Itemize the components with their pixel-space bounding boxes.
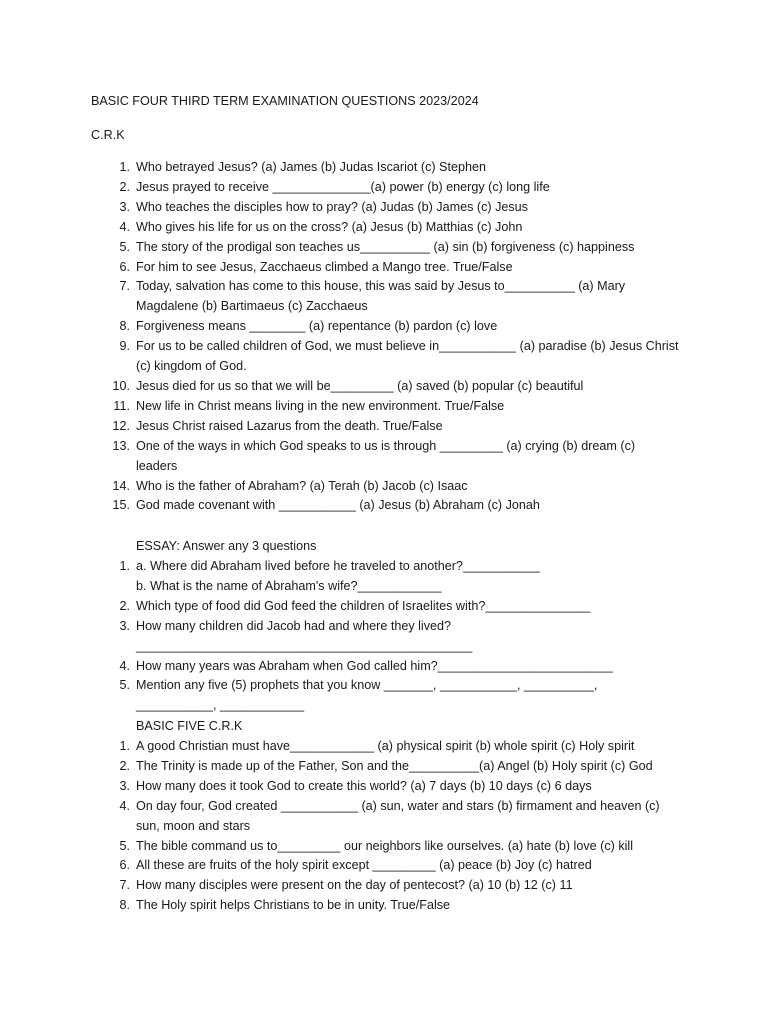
question-number: 15 .	[106, 496, 130, 516]
question-number: 4 .	[106, 657, 130, 677]
question-item	[0, 676, 768, 716]
question-item	[0, 178, 768, 198]
question-text: The Trinity is made up of the Father, Son and the__________(a) Angel (b) Holy spirit (c) God	[136, 758, 653, 773]
question-item	[0, 837, 768, 857]
question-number: 4 .	[106, 218, 130, 238]
question-text: Who teaches the disciples how to pray? (a) Judas (b) James (c) Jesus	[136, 199, 528, 214]
question-text: How many years was Abraham when God called him?_________________________	[136, 658, 613, 673]
question-text: How many children did Jacob had and where they lived?	[136, 618, 452, 633]
question-number: 5 .	[106, 676, 130, 696]
question-number: 1 .	[106, 557, 130, 577]
question-text: Who is the father of Abraham? (a) Terah (b) Jacob (c) Isaac	[136, 478, 468, 493]
question-number: 2 .	[106, 178, 130, 198]
basic-five-heading: BASIC FIVE C.R.K	[136, 719, 243, 733]
exam-title: BASIC FOUR THIRD TERM EXAMINATION QUESTIONS 2023/2024	[91, 94, 479, 108]
question-item	[0, 218, 768, 238]
question-text: Magdalene (b) Bartimaeus (c) Zacchaeus	[136, 299, 368, 314]
question-text: sun, moon and stars	[136, 818, 251, 833]
question-number: 4 .	[106, 797, 130, 817]
question-text: God made covenant with ___________ (a) Jesus (b) Abraham (c) Jonah	[136, 498, 540, 513]
question-item	[0, 477, 768, 497]
objective-questions-list	[0, 158, 768, 516]
question-number: 9 .	[106, 337, 130, 357]
question-item	[0, 737, 768, 757]
question-text: Who gives his life for us on the cross? (a) Jesus (b) Matthias (c) John	[136, 219, 523, 234]
question-text: leaders	[136, 458, 178, 473]
question-item	[0, 496, 768, 516]
question-number: 1 .	[106, 737, 130, 757]
question-text: New life in Christ means living in the new environment. True/False	[136, 398, 505, 413]
question-text: One of the ways in which God speaks to us is through _________ (a) crying (b) dream (c)	[136, 438, 636, 453]
question-number: 5 .	[106, 238, 130, 258]
question-text: ___________, ____________	[136, 698, 305, 713]
basic-five-questions-list	[0, 737, 768, 916]
question-item	[0, 597, 768, 617]
question-text: Which type of food did God feed the children of Israelites with?_______________	[136, 598, 591, 613]
question-text: A good Christian must have____________ (a) physical spirit (b) whole spirit (c) Holy spirit	[136, 739, 635, 753]
question-item	[0, 876, 768, 896]
question-number: 5 .	[106, 837, 130, 857]
question-text: (c) kingdom of God.	[136, 359, 247, 374]
question-text: a. Where did Abraham lived before he traveled to another?___________	[136, 559, 540, 573]
question-item	[0, 797, 768, 837]
question-text: The bible command us to_________ our neighbors like ourselves. (a) hate (b) love (c) kill	[136, 838, 634, 853]
question-item	[0, 337, 768, 377]
question-text: Jesus prayed to receive ______________(a) power (b) energy (c) long life	[136, 179, 550, 194]
question-number: 14 .	[106, 477, 130, 497]
question-text: Who betrayed Jesus? (a) James (b) Judas Iscariot (c) Stephen	[136, 160, 486, 174]
essay-heading: ESSAY: Answer any 3 questions	[136, 539, 317, 553]
question-item	[0, 617, 768, 657]
question-number: 1 .	[106, 158, 130, 178]
question-number: 13 .	[106, 437, 130, 457]
question-number: 3 .	[106, 198, 130, 218]
essay-questions-list	[0, 557, 768, 716]
question-item	[0, 258, 768, 278]
question-number: 10 .	[106, 377, 130, 397]
question-item	[0, 198, 768, 218]
question-text: Jesus Christ raised Lazarus from the death. True/False	[136, 418, 443, 433]
subject-label: C.R.K	[91, 128, 125, 142]
question-text: For us to be called children of God, we must believe in___________ (a) paradise (b) Jesus Christ	[136, 339, 679, 354]
question-text: How many disciples were present on the day of pentecost? (a) 10 (b) 12 (c) 11	[136, 878, 573, 893]
question-number: 7 .	[106, 277, 130, 297]
question-text: Today, salvation has come to this house, this was said by Jesus to__________ (a) Mary	[136, 279, 626, 294]
question-text: For him to see Jesus, Zacchaeus climbed a Mango tree. True/False	[136, 259, 513, 274]
question-text: ________________________________________________	[136, 638, 473, 653]
question-number: 11 .	[106, 397, 130, 417]
question-number: 2 .	[106, 757, 130, 777]
question-item	[0, 757, 768, 777]
question-item	[0, 417, 768, 437]
question-item	[0, 777, 768, 797]
question-item	[0, 317, 768, 337]
question-number: 2 .	[106, 597, 130, 617]
question-number: 12 .	[106, 417, 130, 437]
question-number: 8 .	[106, 317, 130, 337]
question-text: Forgiveness means ________ (a) repentance (b) pardon (c) love	[136, 319, 498, 334]
question-item	[0, 377, 768, 397]
question-number: 3 .	[106, 777, 130, 797]
question-text: How many does it took God to create this world? (a) 7 days (b) 10 days (c) 6 days	[136, 778, 592, 793]
question-item	[0, 896, 768, 916]
question-item	[0, 437, 768, 477]
question-item	[0, 397, 768, 417]
question-text: The story of the prodigal son teaches us__________ (a) sin (b) forgiveness (c) happiness	[136, 239, 635, 254]
question-item	[0, 158, 768, 178]
question-text: Mention any five (5) prophets that you know _______, ___________, __________,	[136, 678, 598, 693]
question-number: 6 .	[106, 258, 130, 278]
question-item	[0, 856, 768, 876]
question-item	[0, 277, 768, 317]
question-text: Jesus died for us so that we will be_________ (a) saved (b) popular (c) beautiful	[136, 378, 584, 393]
question-number: 3 .	[106, 617, 130, 637]
question-item	[0, 557, 768, 597]
question-number: 6 .	[106, 856, 130, 876]
question-text: On day four, God created ___________ (a) sun, water and stars (b) firmament and heaven (c)	[136, 798, 660, 813]
question-text: The Holy spirit helps Christians to be in unity. True/False	[136, 898, 451, 913]
question-number: 8 .	[106, 896, 130, 916]
question-text: b. What is the name of Abraham's wife?____________	[136, 578, 442, 593]
question-text: All these are fruits of the holy spirit except _________ (a) peace (b) Joy (c) hatred	[136, 858, 592, 873]
question-item	[0, 657, 768, 677]
question-number: 7 .	[106, 876, 130, 896]
question-item	[0, 238, 768, 258]
